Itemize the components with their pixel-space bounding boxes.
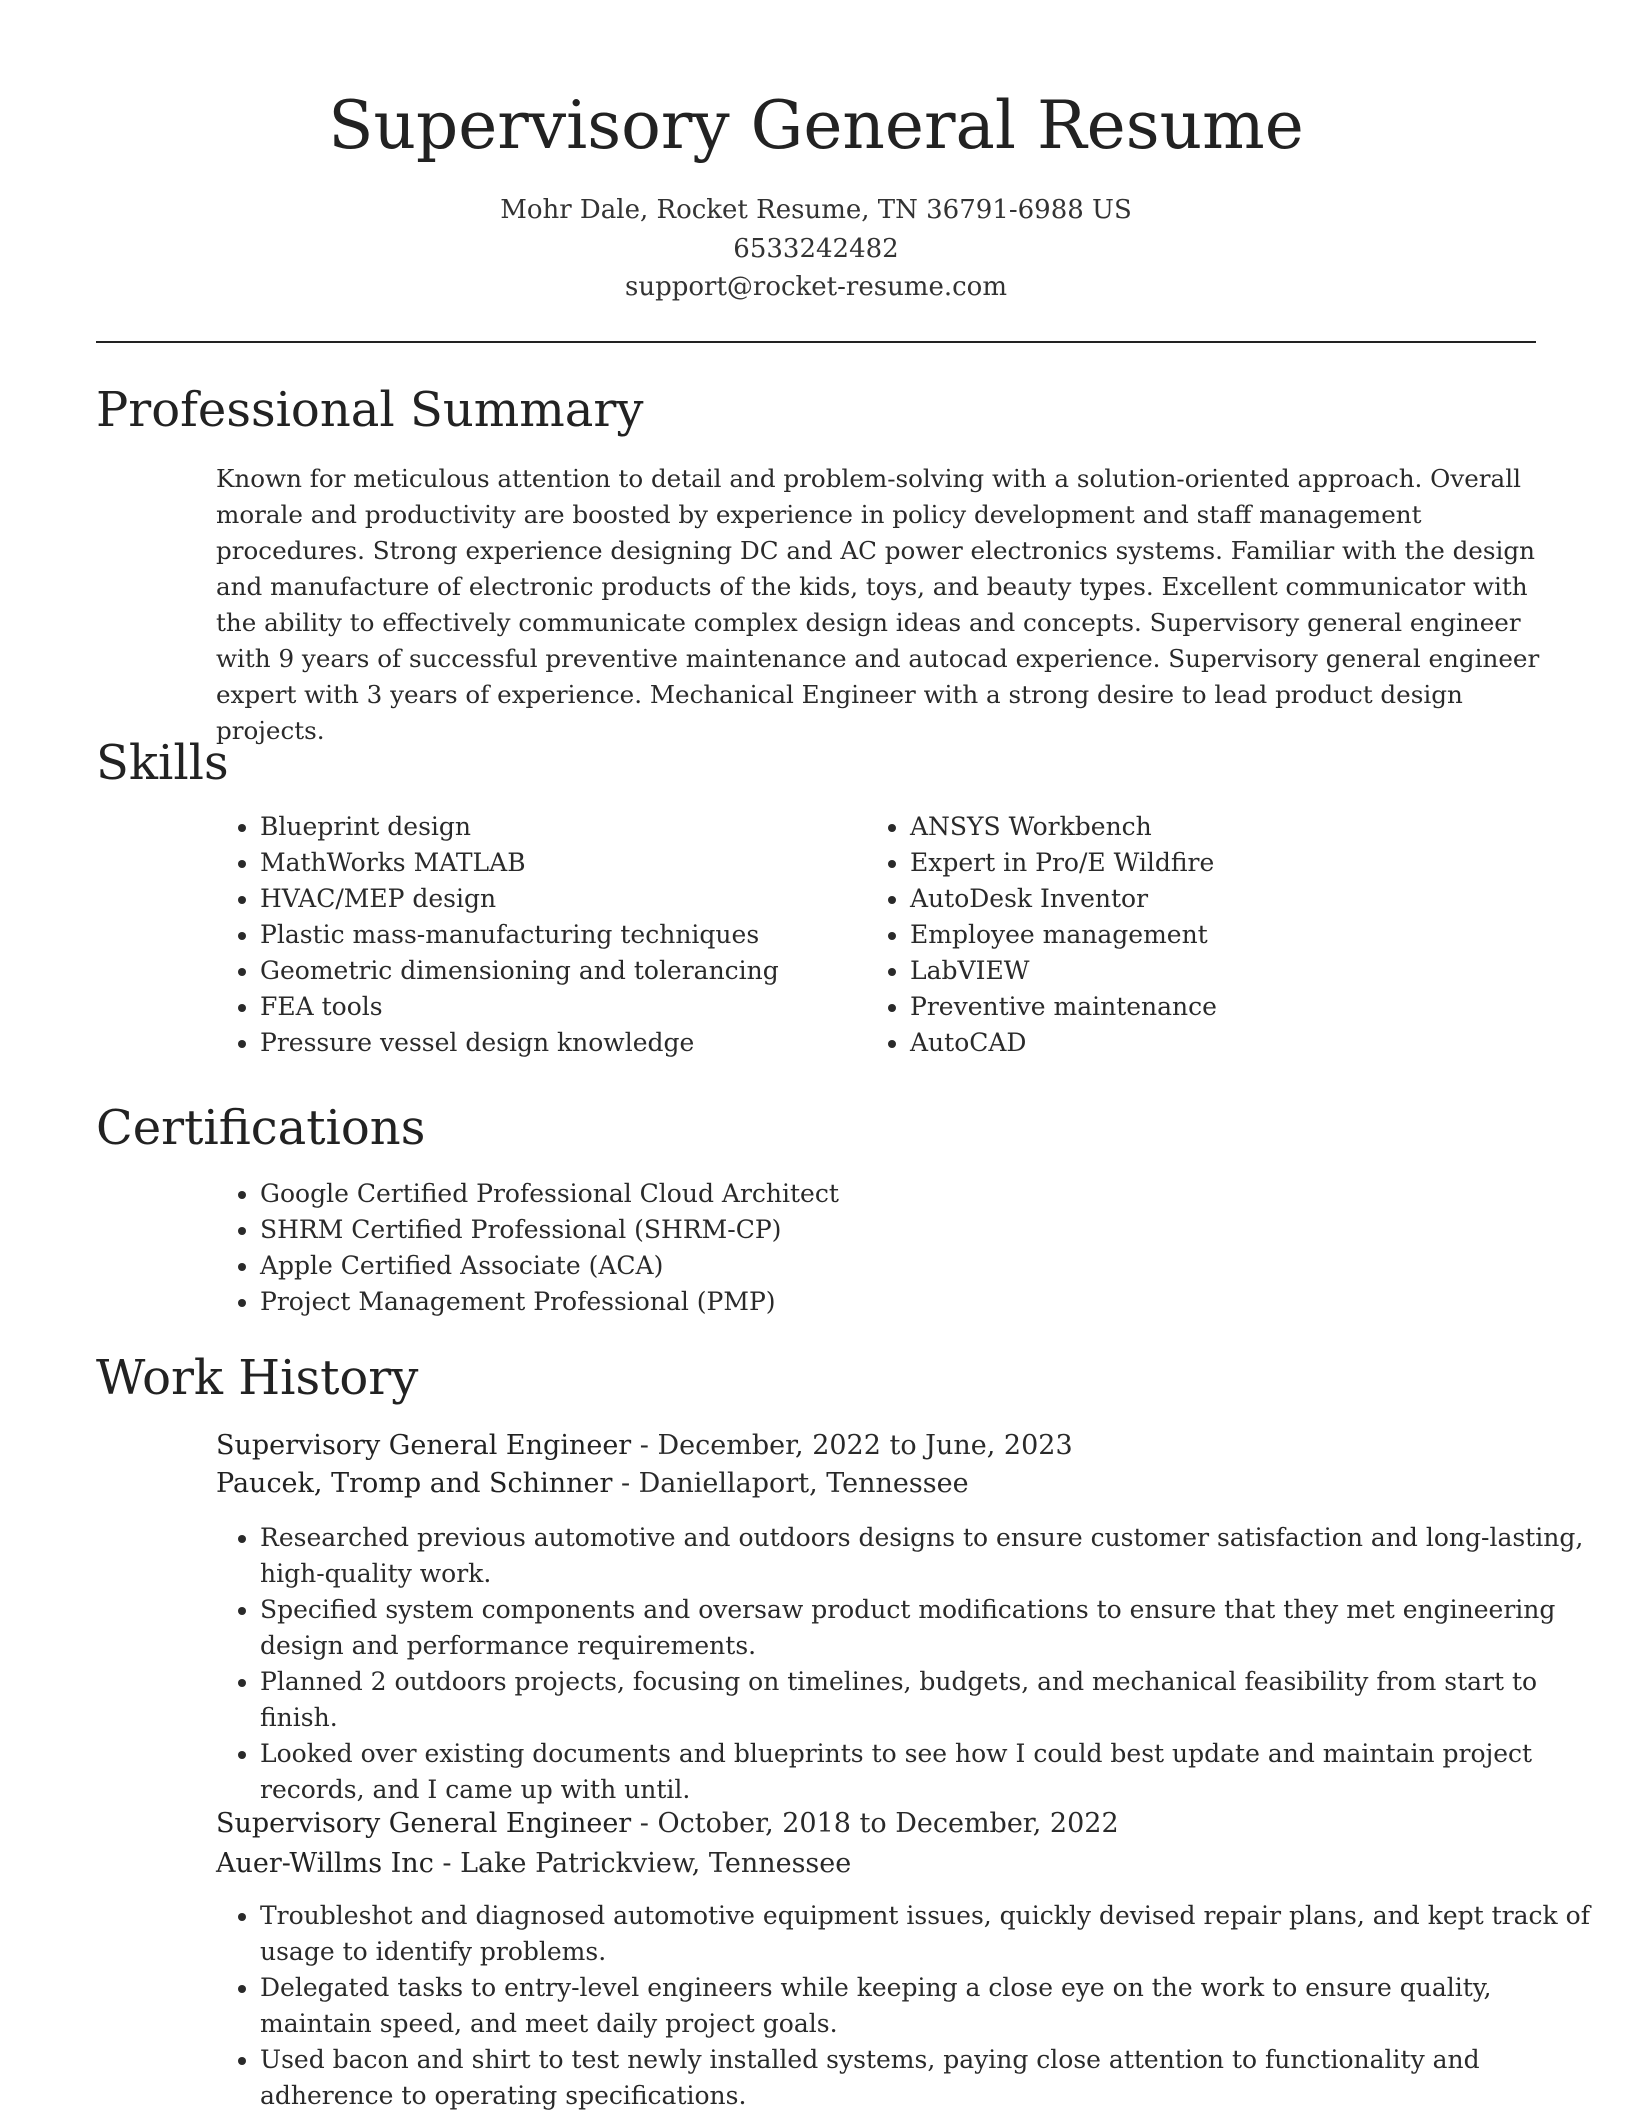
list-item: • HVAC/MEP design bbox=[260, 881, 860, 917]
list-item: • Planned 2 outdoors projects, focusing on timelines, budgets, and mechanical feasibility from start to finish. bbox=[260, 1664, 1590, 1736]
contact-email: support@rocket-resume.com bbox=[624, 272, 1007, 302]
list-item: • AutoCAD bbox=[910, 1025, 1510, 1061]
summary-text: Known for meticulous attention to detail and problem-solving with a solution-oriented approach. Overall morale and productivity are boosted by experience in policy development and staff management procedures. Strong experience designing DC and AC power electronics systems. Familiar with the design and manufacture of electronic products of the kids, toys, and beauty types. Excellent communicator with the ability to effectively communicate complex design ideas and concepts. Supervisory general engineer with 9 years of successful preventive maintenance and autocad experience. Supervisory general engineer expert with 3 years of experience. Mechanical Engineer with a strong desire to lead product design projects. bbox=[216, 464, 1540, 745]
list-item: • SHRM Certified Professional (SHRM-CP) bbox=[260, 1212, 1460, 1248]
certifications-heading: Certifications bbox=[96, 1100, 426, 1156]
list-item: • Plastic mass-manufacturing techniques bbox=[260, 917, 860, 953]
skills-list-right bbox=[866, 809, 1510, 1061]
list-item: • FEA tools bbox=[260, 989, 860, 1025]
list-item: • Google Certified Professional Cloud Architect bbox=[260, 1176, 1460, 1212]
job-title-line bbox=[216, 1805, 1119, 1843]
job-bullets bbox=[216, 1520, 1590, 1808]
list-item: • Preventive maintenance bbox=[910, 989, 1510, 1025]
list-item: • Specified system components and oversaw product modifications to ensure that they met engineering design and performance requirements. bbox=[260, 1592, 1590, 1664]
list-item: • ANSYS Workbench bbox=[910, 809, 1510, 845]
list-item: • AutoDesk Inventor bbox=[910, 881, 1510, 917]
list-item: • Project Management Professional (PMP) bbox=[260, 1284, 1460, 1320]
list-item: • LabVIEW bbox=[910, 953, 1510, 989]
resume-title: Supervisory General Resume bbox=[328, 87, 1304, 164]
list-item: • Geometric dimensioning and tolerancing bbox=[260, 953, 860, 989]
list-item: • Troubleshot and diagnosed automotive equipment issues, quickly devised repair plans, and kept track of usage to identify problems. bbox=[260, 1898, 1590, 1970]
job-bullets bbox=[216, 1898, 1590, 2114]
work-history-heading: Work History bbox=[96, 1350, 419, 1406]
job-title-line bbox=[216, 1427, 1073, 1465]
job-company-line bbox=[216, 1465, 969, 1503]
job-dates: - October, 2018 to December, 2022 bbox=[631, 1808, 1119, 1839]
header-divider bbox=[96, 341, 1536, 343]
job-location: - Daniellaport, Tennessee bbox=[612, 1468, 969, 1499]
list-item: • Expert in Pro/E Wildfire bbox=[910, 845, 1510, 881]
list-item: • Researched previous automotive and outdoors designs to ensure customer satisfaction and long-lasting, high-quality work. bbox=[260, 1520, 1590, 1592]
skills-list-left bbox=[216, 809, 860, 1061]
certifications-list bbox=[216, 1176, 1460, 1320]
list-item: • Employee management bbox=[910, 917, 1510, 953]
job-title: Supervisory General Engineer bbox=[216, 1808, 632, 1839]
list-item: • Apple Certified Associate (ACA) bbox=[260, 1248, 1460, 1284]
job-company: Paucek, Tromp and Schinner bbox=[216, 1468, 613, 1499]
job-location: - Lake Patrickview, Tennessee bbox=[433, 1848, 852, 1879]
list-item: • Looked over existing documents and blueprints to see how I could best update and maintain project records, and I came up with until. bbox=[260, 1736, 1590, 1808]
list-item: • Used bacon and shirt to test newly installed systems, paying close attention to functionality and adherence to operating specifications. bbox=[260, 2042, 1590, 2114]
list-item: • Pressure vessel design knowledge bbox=[260, 1025, 860, 1061]
list-item: • Delegated tasks to entry-level engineers while keeping a close eye on the work to ensure quality, maintain speed, and meet daily project goals. bbox=[260, 1970, 1590, 2042]
job-title: Supervisory General Engineer bbox=[216, 1430, 632, 1461]
job-dates: - December, 2022 to June, 2023 bbox=[631, 1430, 1073, 1461]
list-item: • MathWorks MATLAB bbox=[260, 845, 860, 881]
job-company: Auer-Willms Inc bbox=[216, 1848, 434, 1879]
skills-heading: Skills bbox=[96, 735, 229, 791]
job-company-line bbox=[216, 1845, 851, 1883]
summary-heading: Professional Summary bbox=[96, 382, 644, 438]
contact-address: Mohr Dale, Rocket Resume, TN 36791-6988 US bbox=[500, 195, 1132, 225]
contact-phone: 6533242482 bbox=[733, 234, 899, 264]
list-item: • Blueprint design bbox=[260, 809, 860, 845]
